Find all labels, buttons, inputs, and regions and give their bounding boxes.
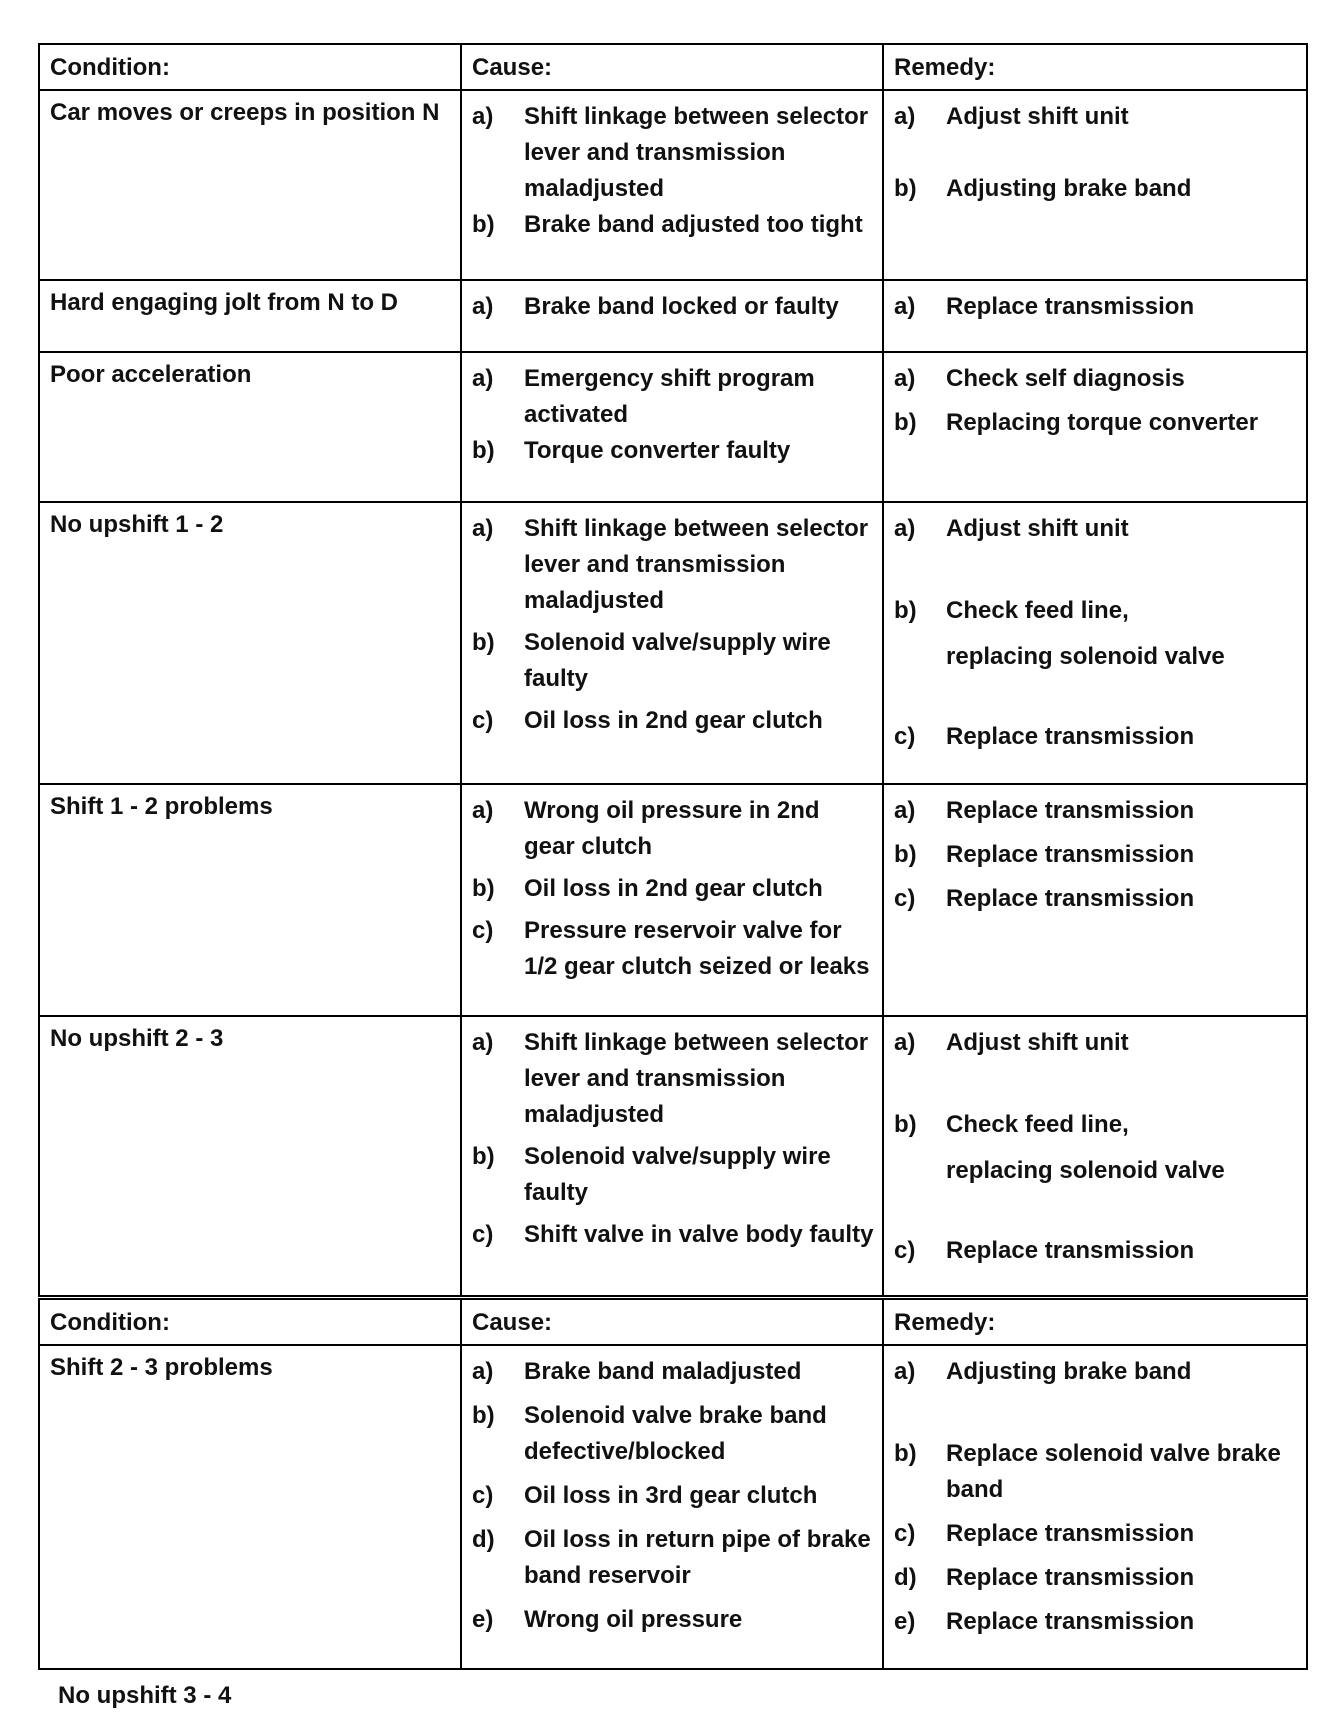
item-text: Shift linkage between selector lever and transmission maladjusted	[524, 103, 869, 202]
item-text: Replacing torque converter	[946, 409, 1259, 436]
item-text: replacing solenoid valve	[946, 1157, 1225, 1184]
remedy-cell	[884, 353, 1306, 503]
item-text: Replace transmission	[946, 1237, 1195, 1264]
remedy-cell	[884, 503, 1306, 785]
item-text: Oil loss in 3rd gear clutch	[524, 1482, 818, 1509]
item-label: b)	[472, 1402, 495, 1429]
item-label: a)	[472, 515, 494, 542]
item-label: b)	[472, 437, 495, 464]
condition-cell: No upshift 1 - 2	[40, 503, 462, 785]
header-remedy: Remedy:	[884, 1300, 1306, 1346]
item-text: Brake band locked or faulty	[524, 293, 839, 320]
item-label: c)	[472, 917, 494, 944]
item-label: a)	[472, 1358, 494, 1385]
cause-cell	[462, 503, 884, 785]
remedy-cell	[884, 785, 1306, 1017]
item-text: Shift linkage between selector lever and transmission maladjusted	[524, 1029, 869, 1128]
item-label: a)	[894, 515, 916, 542]
item-text: Replace transmission	[946, 723, 1195, 750]
item-label: a)	[894, 1029, 916, 1056]
item-text: Solenoid valve brake band defective/blocked	[524, 1402, 827, 1465]
item-label: a)	[472, 797, 494, 824]
item-text: Replace transmission	[946, 841, 1195, 868]
item-text: Wrong oil pressure	[524, 1606, 743, 1633]
item-text: Check feed line,	[946, 597, 1129, 624]
item-label: d)	[472, 1526, 495, 1553]
condition-cell: Car moves or creeps in position N	[40, 91, 462, 281]
item-label: a)	[894, 293, 916, 320]
item-label: b)	[894, 597, 917, 624]
condition-cell: Shift 1 - 2 problems	[40, 785, 462, 1017]
table-row	[40, 785, 1306, 1017]
item-label: e)	[472, 1606, 494, 1633]
item-text: Replace transmission	[946, 1608, 1195, 1635]
item-text: Replace transmission	[946, 797, 1195, 824]
item-text: Check feed line,	[946, 1111, 1129, 1138]
item-text: Emergency shift program activated	[524, 365, 815, 428]
table-row	[40, 1346, 1306, 1668]
item-text: Shift valve in valve body faulty	[524, 1221, 874, 1248]
remedy-cell	[884, 91, 1306, 281]
item-text: Brake band adjusted too tight	[524, 211, 863, 238]
item-label: c)	[894, 1237, 916, 1264]
diagnosis-table-2	[38, 1298, 1308, 1670]
header-cause: Cause:	[462, 45, 884, 91]
item-label: c)	[894, 723, 916, 750]
table-row	[40, 91, 1306, 281]
table-row	[40, 281, 1306, 353]
item-label: b)	[472, 629, 495, 656]
item-text: Oil loss in 2nd gear clutch	[524, 707, 823, 734]
cause-cell	[462, 785, 884, 1017]
item-text: Shift linkage between selector lever and transmission maladjusted	[524, 515, 869, 614]
header-remedy: Remedy:	[884, 45, 1306, 91]
header-condition: Condition:	[40, 45, 462, 91]
condition-cell: Shift 2 - 3 problems	[40, 1346, 462, 1668]
item-text: Replace solenoid valve brake band	[946, 1440, 1281, 1503]
item-label: b)	[472, 1143, 495, 1170]
item-text: Pressure reservoir valve for 1/2 gear clutch seized or leaks	[524, 917, 870, 980]
item-text: Oil loss in 2nd gear clutch	[524, 875, 823, 902]
item-text: Adjust shift unit	[946, 103, 1129, 130]
cause-cell	[462, 91, 884, 281]
item-text: Replace transmission	[946, 1564, 1195, 1591]
cause-cell	[462, 1346, 884, 1668]
item-text: Brake band maladjusted	[524, 1358, 802, 1385]
header-cause: Cause:	[462, 1300, 884, 1346]
item-label: c)	[894, 885, 916, 912]
condition-cell: Poor acceleration	[40, 353, 462, 503]
item-text: Solenoid valve/supply wire faulty	[524, 1143, 831, 1206]
item-label: b)	[894, 1440, 917, 1467]
item-text: replacing solenoid valve	[946, 643, 1225, 670]
item-label: a)	[472, 103, 494, 130]
item-text: Solenoid valve/supply wire faulty	[524, 629, 831, 692]
item-label: a)	[472, 1029, 494, 1056]
header-condition: Condition:	[40, 1300, 462, 1346]
item-label: d)	[894, 1564, 917, 1591]
item-text: Replace transmission	[946, 293, 1195, 320]
item-text: Wrong oil pressure in 2nd gear clutch	[524, 797, 820, 860]
item-label: a)	[894, 365, 916, 392]
item-text: Replace transmission	[946, 1520, 1195, 1547]
item-label: e)	[894, 1608, 916, 1635]
next-condition-heading: No upshift 3 - 4	[58, 1682, 232, 1709]
item-label: b)	[894, 175, 917, 202]
item-text: Adjust shift unit	[946, 1029, 1129, 1056]
item-text: Adjusting brake band	[946, 175, 1192, 202]
item-text: Replace transmission	[946, 885, 1195, 912]
item-label: c)	[472, 1221, 494, 1248]
item-text: Torque converter faulty	[524, 437, 791, 464]
item-text: Check self diagnosis	[946, 365, 1185, 392]
item-text: Adjust shift unit	[946, 515, 1129, 542]
item-label: b)	[894, 841, 917, 868]
item-label: b)	[472, 211, 495, 238]
diagnosis-table-1	[38, 43, 1308, 1297]
item-label: c)	[472, 707, 494, 734]
cause-cell	[462, 281, 884, 353]
item-label: b)	[894, 409, 917, 436]
remedy-cell	[884, 281, 1306, 353]
item-label: a)	[894, 103, 916, 130]
table-row	[40, 503, 1306, 785]
item-label: a)	[894, 1358, 916, 1385]
condition-cell: Hard engaging jolt from N to D	[40, 281, 462, 353]
item-label: c)	[472, 1482, 494, 1509]
item-text: Adjusting brake band	[946, 1358, 1192, 1385]
cause-cell	[462, 353, 884, 503]
item-label: a)	[472, 293, 494, 320]
item-label: a)	[472, 365, 494, 392]
table-row	[40, 353, 1306, 503]
item-label	[894, 1153, 946, 1189]
item-label	[894, 639, 946, 675]
item-label: c)	[894, 1520, 916, 1547]
item-label: b)	[472, 875, 495, 902]
item-text: Oil loss in return pipe of brake band reservoir	[524, 1526, 871, 1589]
remedy-cell	[884, 1017, 1306, 1295]
item-label: a)	[894, 797, 916, 824]
table-row	[40, 1017, 1306, 1295]
remedy-cell	[884, 1346, 1306, 1668]
item-label: b)	[894, 1111, 917, 1138]
cause-cell	[462, 1017, 884, 1295]
condition-cell: No upshift 2 - 3	[40, 1017, 462, 1295]
